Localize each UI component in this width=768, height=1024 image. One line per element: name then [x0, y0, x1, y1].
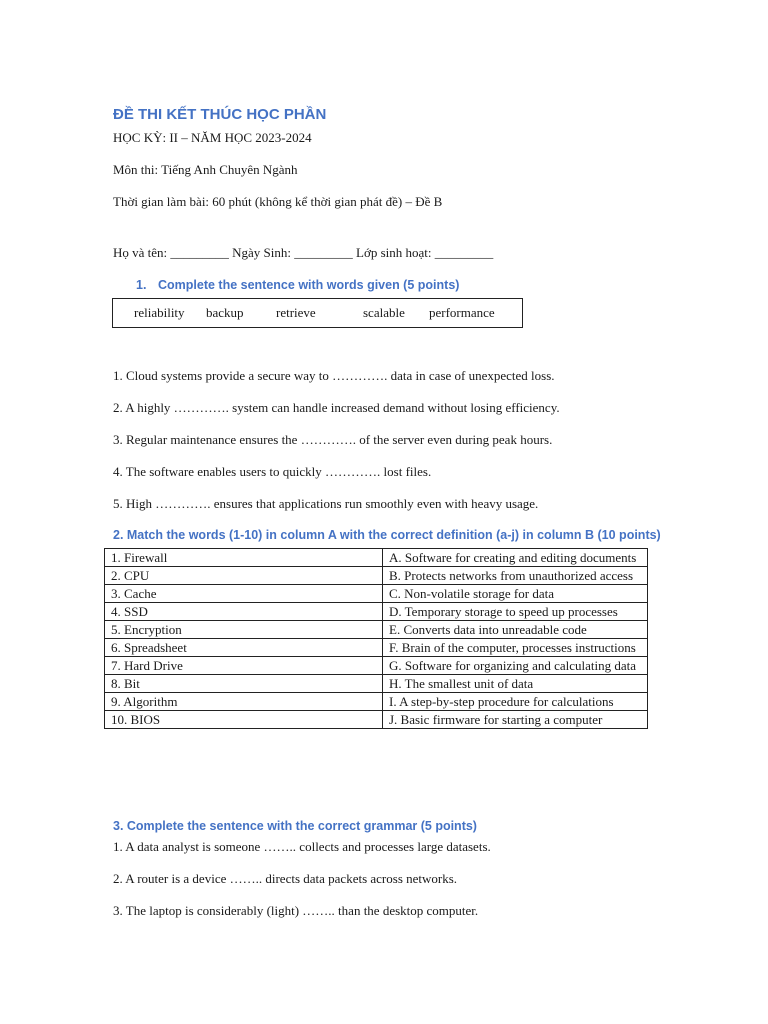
column-b-cell: I. A step-by-step procedure for calculations — [383, 693, 648, 711]
section-1-sentence: 3. Regular maintenance ensures the …………. of the server even during peak hours. — [113, 432, 553, 447]
section-1-heading: Complete the sentence with words given (5 points) — [158, 278, 460, 292]
section-3-sentence: 1. A data analyst is someone …….. collects and processes large datasets. — [113, 839, 491, 854]
matching-table — [104, 548, 648, 729]
table-row — [105, 693, 648, 711]
column-a-cell: 6. Spreadsheet — [105, 639, 383, 657]
table-row — [105, 657, 648, 675]
column-a-cell: 8. Bit — [105, 675, 383, 693]
section-1-sentence: 5. High …………. ensures that applications run smoothly even with heavy usage. — [113, 496, 539, 511]
section-1-number: 1. — [136, 278, 147, 292]
section-3-sentence: 2. A router is a device …….. directs data packets across networks. — [113, 871, 458, 886]
column-a-cell: 10. BIOS — [105, 711, 383, 729]
column-a-cell: 5. Encryption — [105, 621, 383, 639]
word-bank-item: performance — [429, 305, 495, 320]
subject-line: Môn thi: Tiếng Anh Chuyên Ngành — [113, 162, 298, 177]
column-b-cell: D. Temporary storage to speed up processes — [383, 603, 648, 621]
column-b-cell: B. Protects networks from unauthorized access — [383, 567, 648, 585]
section-3-sentence: 3. The laptop is considerably (light) …….. than the desktop computer. — [113, 903, 479, 918]
column-b-cell: F. Brain of the computer, processes instructions — [383, 639, 648, 657]
section-3-heading: 3. Complete the sentence with the correct grammar (5 points) — [113, 819, 477, 833]
column-a-cell: 2. CPU — [105, 567, 383, 585]
column-a-cell: 1. Firewall — [105, 549, 383, 567]
column-b-cell: J. Basic firmware for starting a computer — [383, 711, 648, 729]
table-row — [105, 675, 648, 693]
duration-line: Thời gian làm bài: 60 phút (không kể thời gian phát đề) – Đề B — [113, 194, 443, 209]
table-row — [105, 639, 648, 657]
section-1-sentence: 4. The software enables users to quickly …………. lost files. — [113, 464, 432, 479]
table-row — [105, 603, 648, 621]
word-bank-item: backup — [206, 305, 244, 320]
semester-line: HỌC KỲ: II – NĂM HỌC 2023-2024 — [113, 130, 312, 145]
word-bank-item: scalable — [363, 305, 405, 320]
section-1-sentence: 1. Cloud systems provide a secure way to …………. data in case of unexpected loss. — [113, 368, 555, 383]
exam-title: ĐỀ THI KẾT THÚC HỌC PHẦN — [113, 106, 327, 123]
column-a-cell: 7. Hard Drive — [105, 657, 383, 675]
column-b-cell: C. Non-volatile storage for data — [383, 585, 648, 603]
section-1-sentence: 2. A highly …………. system can handle increased demand without losing efficiency. — [113, 400, 560, 415]
column-b-cell: H. The smallest unit of data — [383, 675, 648, 693]
column-a-cell: 4. SSD — [105, 603, 383, 621]
column-a-cell: 9. Algorithm — [105, 693, 383, 711]
word-bank-item: retrieve — [276, 305, 316, 320]
table-row — [105, 585, 648, 603]
table-row — [105, 621, 648, 639]
word-bank — [112, 298, 523, 328]
student-info-line: Họ và tên: _________ Ngày Sinh: _________ Lớp sinh hoạt: _________ — [113, 245, 494, 260]
column-a-cell: 3. Cache — [105, 585, 383, 603]
word-bank-item: reliability — [134, 305, 185, 320]
column-b-cell: G. Software for organizing and calculating data — [383, 657, 648, 675]
section-2-heading: 2. Match the words (1-10) in column A with the correct definition (a-j) in column B (10 points) — [113, 528, 661, 542]
table-row — [105, 549, 648, 567]
table-row — [105, 567, 648, 585]
column-b-cell: A. Software for creating and editing documents — [383, 549, 648, 567]
table-row — [105, 711, 648, 729]
column-b-cell: E. Converts data into unreadable code — [383, 621, 648, 639]
